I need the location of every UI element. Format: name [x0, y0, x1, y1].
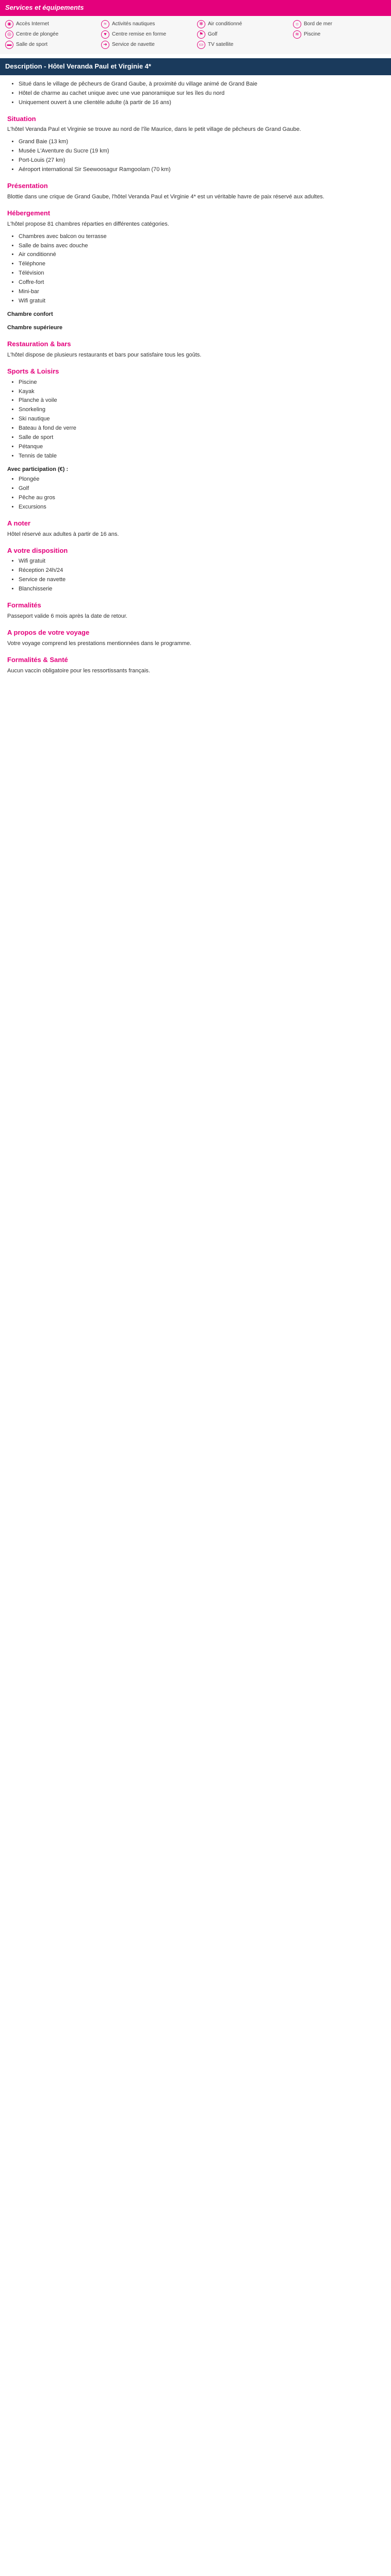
- list-item: • Situé dans le village de pêcheurs de Grand Gaube, à proximité du village animé de Grand Baie: [19, 80, 384, 89]
- list-item: • Réception 24h/24: [19, 567, 384, 575]
- list-item: • Kayak: [19, 388, 384, 396]
- restauration-text: L'hôtel dispose de plusieurs restaurants et bars pour satisfaire tous les goûts.: [7, 351, 202, 358]
- list-item: • Blanchisserie: [19, 585, 384, 594]
- list-item: • Pétanque: [19, 443, 384, 451]
- list-item: • Hôtel de charme au cachet unique avec une vue panoramique sur les îles du nord: [19, 90, 384, 98]
- situation-text: L'hôtel Veranda Paul et Virginie se trouve au nord de l'île Maurice, dans le petit village de pêcheurs de Grand Gaube.: [7, 126, 301, 133]
- loisirs-title: Sports & Loisirs: [7, 367, 59, 375]
- service-item: [197, 20, 290, 28]
- service-item: [5, 20, 98, 28]
- payant-list: [7, 476, 384, 512]
- service-item: [5, 41, 98, 49]
- list-item: • Air conditionné: [19, 251, 384, 259]
- situation-list: [7, 138, 384, 174]
- list-item: • Téléphone: [19, 260, 384, 268]
- service-label: Activités nautiques: [112, 21, 155, 27]
- list-item: • Tennis de table: [19, 452, 384, 461]
- presentation-text: Blottie dans une crique de Grand Gaube, l'hôtel Veranda Paul et Virginie 4* est un véritable havre de paix réservé aux adultes.: [7, 193, 324, 200]
- snowflake-icon: ✻: [197, 20, 205, 28]
- list-item: • Ski nautique: [19, 415, 384, 423]
- restauration-title: Restauration & bars: [7, 340, 71, 348]
- list-item: • Port-Louis (27 km): [19, 157, 384, 165]
- enfants-title: A noter: [7, 519, 31, 527]
- list-item: • Grand Baie (13 km): [19, 138, 384, 146]
- description-content: [0, 75, 391, 690]
- tv-icon: ▭: [197, 41, 205, 49]
- list-item: • Salle de bains avec douche: [19, 242, 384, 250]
- dive-icon: ◎: [5, 30, 13, 39]
- list-item: • Excursions: [19, 503, 384, 512]
- list-item: • Musée L'Aventure du Sucre (19 km): [19, 147, 384, 156]
- service-item: [5, 30, 98, 39]
- service-label: Salle de sport: [16, 41, 48, 47]
- service-item: [101, 30, 194, 39]
- list-item: • Wifi gratuit: [19, 297, 384, 306]
- service-label: Piscine: [304, 31, 321, 37]
- presentation-title: Présentation: [7, 182, 48, 190]
- formalites-title: Formalités: [7, 601, 41, 609]
- beach-icon: ☼: [293, 20, 301, 28]
- service-label: Centre de plongée: [16, 31, 59, 37]
- highlights-list: [7, 80, 384, 107]
- list-item: • Planche à voile: [19, 397, 384, 405]
- list-item: • Golf: [19, 485, 384, 493]
- service-item: [293, 20, 386, 28]
- service-label: Golf: [208, 31, 218, 37]
- list-item: • Chambres avec balcon ou terrasse: [19, 233, 384, 241]
- service-item: [197, 41, 290, 49]
- apropos-title: A propos de votre voyage: [7, 628, 90, 636]
- atouts-list: [7, 557, 384, 594]
- service-label: Centre remise en forme: [112, 31, 167, 37]
- list-item: • Service de navette: [19, 576, 384, 584]
- fitness-icon: ♥: [101, 30, 109, 39]
- formalites-text: Passeport valide 6 mois après la date de retour.: [7, 613, 127, 619]
- chambre-superieure: Chambre supérieure: [7, 325, 62, 331]
- situation-title: Situation: [7, 114, 36, 123]
- formalites-sante-text: Aucun vaccin obligatoire pour les ressortissants français.: [7, 667, 150, 674]
- wifi-icon: ◉: [5, 20, 13, 28]
- chambre-confort: Chambre confort: [7, 311, 53, 318]
- service-item: [101, 41, 194, 49]
- service-item: [293, 30, 386, 39]
- service-label: Service de navette: [112, 41, 155, 47]
- list-item: • Piscine: [19, 379, 384, 387]
- list-item: • Aéroport international Sir Seewoosagur Ramgoolam (70 km): [19, 166, 384, 174]
- pool-icon: ≋: [293, 30, 301, 39]
- service-label: Accès Internet: [16, 21, 49, 27]
- list-item: • Snorkeling: [19, 406, 384, 414]
- service-label: TV satellite: [208, 41, 234, 47]
- list-item: • Salle de sport: [19, 434, 384, 442]
- dumbbell-icon: ▬: [5, 41, 13, 49]
- list-item: • Coffre-fort: [19, 279, 384, 287]
- payant-title: Avec participation (€) :: [7, 466, 69, 473]
- hebergement-title: Hébergement: [7, 209, 51, 217]
- service-item: [101, 20, 194, 28]
- list-item: • Télévision: [19, 269, 384, 278]
- list-item: • Uniquement ouvert à une clientèle adulte (à partir de 16 ans): [19, 99, 384, 107]
- service-item: [197, 30, 290, 39]
- page: [0, 0, 391, 689]
- list-item: • Pêche au gros: [19, 494, 384, 502]
- apropos-text: Votre voyage comprend les prestations mentionnées dans le programme.: [7, 640, 192, 647]
- enfants-text: Hôtel réservé aux adultes à partir de 16 ans.: [7, 531, 119, 537]
- atouts-title: A votre disposition: [7, 546, 68, 554]
- waves-icon: ≈: [101, 20, 109, 28]
- hebergement-text: L'hôtel propose 81 chambres réparties en différentes catégories.: [7, 221, 169, 227]
- list-item: • Wifi gratuit: [19, 557, 384, 566]
- loisirs-list: [7, 379, 384, 461]
- list-item: • Mini-bar: [19, 288, 384, 296]
- hebergement-list: [7, 233, 384, 306]
- service-label: Bord de mer: [304, 21, 333, 27]
- golf-icon: ⚑: [197, 30, 205, 39]
- list-item: • Plongée: [19, 476, 384, 484]
- shuttle-icon: ➜: [101, 41, 109, 49]
- formalites-sante-title: Formalités & Santé: [7, 655, 68, 664]
- list-item: • Bateau à fond de verre: [19, 425, 384, 433]
- services-grid: [0, 16, 391, 54]
- description-header: Description - Hôtel Veranda Paul et Virginie 4*: [0, 58, 391, 75]
- services-header: Services et équipements: [0, 0, 391, 16]
- service-label: Air conditionné: [208, 21, 242, 27]
